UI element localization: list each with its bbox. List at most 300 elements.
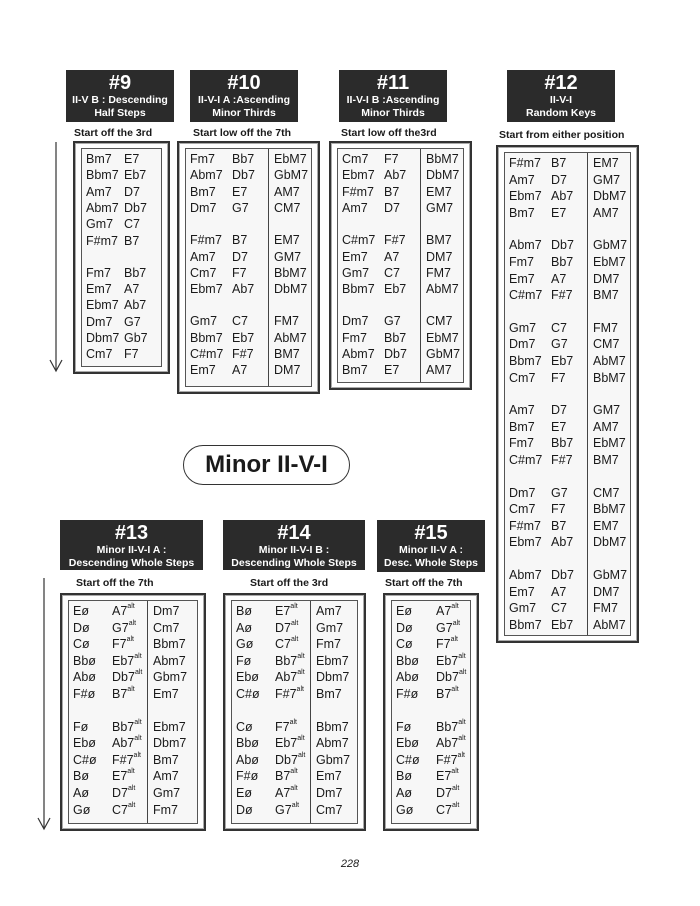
chord-cell: $C7^{alt}$ [275,636,299,652]
chord-cell: Fm7 [153,802,178,817]
chord-cell: Bbø [236,736,259,751]
chord-cell: C#m7 [509,288,543,303]
chord-cell: Abm7 [86,200,119,215]
chord-cell: Gm7 [509,601,537,616]
chord-cell: B7 [551,156,567,170]
chord-cell: Gm7 [153,786,181,800]
chord-cell: C#ø [396,752,420,767]
section-11-subtitle: Start low off the3rd [341,127,437,139]
chord-cell: Bø [236,604,252,618]
section-13-table [60,593,206,831]
chord-cell: Am7 [316,604,342,618]
chord-cell: $C7^{alt}$ [436,801,460,817]
column-divider [420,149,421,382]
chord-cell: $B7^{alt}$ [275,768,298,784]
chord-cell: Dm7 [342,314,369,329]
chord-cell: DbM7 [426,168,460,183]
chord-cell: Bb7 [551,255,574,269]
chord-cell: Ebø [236,670,259,685]
chord-cell: BbM7 [593,502,626,517]
chord-cell: $Ab7^{alt}$ [436,735,466,751]
chord-cell: Dbm7 [153,736,187,751]
chord-cell: Ebm7 [509,189,542,204]
chord-cell: Gø [236,637,254,652]
chord-cell: BbM7 [426,152,459,166]
chord-cell: Eb7 [124,168,147,183]
chord-cell: F7 [124,347,139,362]
chord-cell: Fø [73,719,89,734]
chord-cell: Gb7 [124,331,148,345]
chord-cell: Bb7 [384,330,407,345]
chord-cell: Fm7 [509,436,534,451]
chord-cell: Bbm7 [509,354,542,368]
chord-cell: $G7^{alt}$ [436,619,461,635]
chord-cell: Cø [236,719,253,734]
chord-cell: Eø [396,604,412,618]
chord-cell: Aø [73,786,89,800]
chord-cell: F#m7 [86,233,118,248]
chord-cell: Abø [236,752,259,767]
chord-cell: Am7 [153,769,179,784]
chord-cell: Cm7 [342,152,369,166]
chord-cell: Em7 [509,584,535,599]
chord-cell: $A7^{alt}$ [436,603,459,618]
chord-cell: Eb7 [232,330,255,345]
chord-cell: G7 [232,200,249,215]
chord-cell: Gm7 [86,217,114,232]
chord-cell: C#m7 [342,233,376,248]
chord-cell: Db7 [384,347,407,361]
section-9-table [73,141,170,374]
section-number: #15 [414,522,448,544]
chord-cell: Ebm7 [342,168,375,183]
chord-cell: $Bb7^{alt}$ [275,652,305,668]
chord-cell: Bbø [396,653,419,668]
chord-cell: $F\#7^{alt}$ [436,751,465,767]
chord-cell: B7 [232,233,248,248]
chord-cell: EM7 [274,233,300,248]
chord-cell: G7 [551,485,568,500]
chord-cell: D7 [551,172,567,187]
chord-cell: $B7^{alt}$ [112,686,135,701]
chord-cell: Fm7 [342,330,367,345]
section-15-header [377,520,485,572]
chord-cell: B7 [124,233,140,248]
chord-cell: Bbm7 [316,719,349,734]
chord-cell: F7 [384,152,399,166]
chord-cell: EbM7 [426,330,459,345]
chord-cell: Dø [236,802,253,817]
section-title-line: II-V B : Descending [72,94,168,106]
chord-cell: $Eb7^{alt}$ [275,735,305,751]
chord-cell: Em7 [190,363,216,378]
chord-cell: FM7 [274,314,299,329]
chord-cell: G7 [384,314,401,329]
chord-cell: $A7^{alt}$ [112,603,135,618]
chord-cell: CM7 [274,200,301,215]
chord-cell: FM7 [593,320,618,335]
section-title-line: Descending Whole Steps [68,556,195,569]
chord-cell: Db7 [551,238,574,253]
chord-cell: Cm7 [86,347,113,362]
section-14-header [223,520,365,570]
chord-cell: A7 [232,363,248,378]
chord-cell: Bø [73,769,89,784]
chord-cell: C#m7 [190,347,224,361]
chord-cell: $F\#7^{alt}$ [275,686,304,701]
section-title-line: Random Keys [525,106,597,119]
chord-cell: EbM7 [593,255,626,269]
section-title-line: Minor II-V-I B : [258,544,330,556]
chord-grid [231,600,358,824]
chord-cell: B7 [384,184,400,199]
chord-cell: Cm7 [509,502,536,517]
chord-cell: Eø [73,604,89,618]
chord-cell: F#7 [551,288,573,303]
chord-cell: D7 [232,249,248,264]
chord-cell: GbM7 [593,238,628,253]
chord-cell: Aø [396,786,412,800]
chord-cell: $B7^{alt}$ [436,686,459,701]
chord-cell: Bbm7 [509,617,542,632]
chord-cell: Em7 [316,769,342,784]
chord-cell: FM7 [593,601,618,616]
chord-cell: DM7 [426,249,453,264]
chord-cell: BM7 [274,347,300,361]
chord-cell: Am7 [509,403,535,418]
chord-cell: G7 [551,337,568,352]
chord-cell: F#m7 [190,233,222,248]
column-divider [587,153,588,635]
chord-cell: Gø [396,802,414,817]
chord-cell: F#7 [384,233,406,248]
chord-cell: Fø [396,719,412,734]
chord-cell: Bm7 [316,687,342,701]
chord-cell: Dø [396,620,413,635]
column-divider [310,601,311,823]
chord-cell: $G7^{alt}$ [112,619,137,635]
chord-cell: $C7^{alt}$ [112,801,136,817]
chord-cell: AbM7 [593,617,626,632]
chord-cell: DM7 [593,271,620,286]
chord-cell: Ebm7 [190,282,223,297]
chord-cell: Bbm7 [342,282,375,297]
chord-cell: AM7 [274,184,300,199]
chord-cell: Dm7 [190,200,217,215]
chord-cell: C7 [384,265,400,280]
section-15-subtitle: Start off the 7th [385,577,463,589]
down-arrow-icon [48,142,64,374]
section-title-line: II-V-I [549,94,573,106]
chord-cell: Em7 [86,282,112,297]
chord-cell: Eb7 [551,617,574,632]
chord-cell: Db7 [551,568,574,582]
chord-cell: C7 [232,314,248,329]
chord-cell: Em7 [509,271,535,286]
chord-cell: C#ø [236,687,260,701]
chord-cell: F#ø [236,769,259,784]
section-10-header [190,70,298,122]
chord-cell: A7 [551,271,567,286]
chord-cell: Ab7 [384,168,407,183]
chord-cell: F7 [232,265,247,280]
section-title-line: II-V-I A :Ascending [198,94,290,106]
chord-cell: Fm7 [316,637,341,652]
section-9-subtitle: Start off the 3rd [74,127,153,139]
chord-cell: Bm7 [86,152,112,166]
section-12-subtitle: Start from either position [499,129,625,141]
section-10-table [177,141,320,394]
chord-cell: EbM7 [274,152,307,166]
chord-cell: Ebø [73,736,96,751]
chord-cell: Ab7 [232,282,255,297]
chord-cell: F7 [551,502,566,517]
chord-cell: Bbm7 [86,168,119,183]
chord-cell: Bø [396,769,412,784]
chord-cell: E7 [551,205,567,220]
chord-cell: Dbm7 [86,331,120,345]
chord-cell: AM7 [593,419,619,434]
chord-cell: $Db7^{alt}$ [275,751,306,767]
chord-cell: Bb7 [232,152,255,166]
chord-cell: B7 [551,518,567,533]
chord-cell: BbM7 [274,265,307,280]
chord-cell: DbM7 [593,535,627,550]
chord-cell: C7 [551,601,567,616]
chord-cell: A7 [384,249,400,264]
chord-cell: $Eb7^{alt}$ [436,652,466,668]
chord-cell: $G7^{alt}$ [275,801,300,817]
chord-cell: Bm7 [509,419,535,434]
chord-cell: Gø [73,802,91,817]
chord-cell: DM7 [274,363,301,378]
section-title-line: Descending Whole Steps [231,556,357,569]
chord-cell: $F7^{alt}$ [112,636,134,652]
chord-cell: G7 [124,314,141,329]
chord-cell: A7 [124,282,140,297]
chord-cell: CM7 [593,337,620,352]
chord-cell: Cm7 [316,802,343,817]
chord-cell: $D7^{alt}$ [112,785,136,800]
section-12-header [507,70,615,122]
chord-cell: Cm7 [509,370,536,385]
section-number: #11 [376,72,410,94]
chord-cell: DbM7 [274,282,308,297]
chord-cell: Gm7 [342,265,370,280]
chord-cell: F7 [551,370,566,385]
chord-cell: E7 [551,419,567,434]
chord-cell: CM7 [426,314,453,329]
chord-cell: Gm7 [316,620,344,635]
chord-cell: C7 [124,217,140,232]
chord-cell: Bbm7 [153,637,186,652]
chord-cell: GbM7 [593,568,628,582]
chord-cell: Bb7 [551,436,574,451]
chord-cell: F#ø [73,687,96,701]
chord-cell: Cm7 [153,620,180,635]
section-12-table [496,145,639,643]
chord-cell: E7 [384,363,400,378]
chord-cell: $E7^{alt}$ [112,768,135,784]
section-11-table [329,141,472,390]
section-13-subtitle: Start off the 7th [76,577,154,589]
chord-grid [185,148,312,387]
chord-cell: Ebm7 [86,298,119,313]
section-title-line: Minor Thirds [361,106,425,119]
chord-cell: EbM7 [593,436,626,451]
chord-cell: GbM7 [426,347,461,361]
section-title-line: Desc. Whole Steps [384,556,478,569]
chord-cell: Ebm7 [509,535,542,550]
chord-cell: F#m7 [509,156,541,170]
chord-cell: $Eb7^{alt}$ [112,652,142,668]
chord-cell: Fø [236,653,252,668]
chord-cell: C7 [551,320,567,335]
section-title-line: Half Steps [94,106,146,119]
page-title: Minor II-V-I [183,445,350,485]
section-number: #12 [544,72,578,94]
chord-cell: Ab7 [551,189,574,204]
chord-cell: Dbm7 [316,670,350,685]
chord-cell: C#m7 [509,453,543,467]
chord-cell: EM7 [593,156,619,170]
chord-cell: Am7 [190,249,216,264]
chord-cell: GM7 [593,403,621,418]
page-number: 228 [340,858,360,870]
chord-cell: $D7^{alt}$ [436,785,460,800]
chord-cell: Dø [73,620,90,635]
chord-cell: Cø [73,637,90,652]
chord-cell: Bm7 [342,363,368,378]
chord-cell: AM7 [426,363,452,378]
chord-cell: $F\#7^{alt}$ [112,751,141,767]
section-15-table [383,593,479,831]
chord-cell: Abm7 [153,653,186,668]
chord-cell: $Ab7^{alt}$ [112,735,142,751]
chord-cell: Cm7 [190,265,217,280]
chord-cell: Abm7 [509,238,542,253]
chord-cell: Gbm7 [153,670,188,685]
chord-cell: Em7 [342,249,368,264]
chord-cell: Em7 [153,687,179,701]
chord-cell: Gm7 [509,320,537,335]
chord-cell: Db7 [232,168,255,183]
section-10-subtitle: Start low off the 7th [193,127,291,139]
chord-grid [504,152,631,636]
chord-cell: Aø [236,620,252,635]
chord-cell: Abm7 [190,168,223,183]
chord-cell: Abø [73,670,96,685]
chord-cell: GM7 [426,200,454,215]
chord-cell: DbM7 [593,189,627,204]
column-divider [147,601,148,823]
chord-cell: $Bb7^{alt}$ [112,718,142,734]
section-number: #13 [114,522,149,544]
section-13-header [60,520,203,570]
chord-cell: Gm7 [190,314,218,329]
chord-cell: Eb7 [551,354,574,368]
chord-cell: F#7 [551,453,573,467]
chord-cell: Am7 [509,172,535,187]
chord-cell: BM7 [426,233,452,248]
chord-cell: F#m7 [509,518,541,533]
chord-cell: BM7 [593,453,619,467]
chord-cell: $F7^{alt}$ [436,636,458,652]
chord-grid [391,600,471,824]
chord-cell: F#7 [232,347,254,361]
chord-grid [68,600,198,824]
chord-cell: BM7 [593,288,619,303]
chord-cell: CM7 [593,485,620,500]
chord-cell: AbM7 [426,282,459,297]
chord-cell: E7 [232,184,248,199]
chord-cell: Bm7 [509,205,535,220]
chord-cell: Gbm7 [316,752,351,767]
chord-cell: Cø [396,637,413,652]
chord-cell: GM7 [274,249,302,264]
chord-cell: Dm7 [509,485,536,500]
chord-cell: EM7 [593,518,619,533]
chord-cell: Abm7 [316,736,349,751]
section-number: #10 [227,72,261,94]
chord-cell: D7 [124,184,140,199]
column-divider [268,149,269,386]
section-14-table [223,593,366,831]
chord-cell: Dm7 [316,786,343,800]
chord-cell: $E7^{alt}$ [436,768,459,784]
chord-cell: $Db7^{alt}$ [112,669,143,685]
chord-cell: Eø [236,786,252,800]
section-14-subtitle: Start off the 3rd [250,577,329,589]
chord-grid [337,148,464,383]
chord-grid [81,148,162,367]
chord-cell: Ebm7 [153,719,186,734]
chord-cell: EM7 [426,184,452,199]
chord-cell: Am7 [342,200,368,215]
chord-cell: C#ø [73,752,97,767]
chord-cell: GM7 [593,172,621,187]
chord-cell: D7 [384,200,400,215]
chord-cell: BbM7 [593,370,626,385]
chord-cell: $Ab7^{alt}$ [275,669,305,685]
chord-cell: AM7 [593,205,619,220]
chord-cell: Dm7 [153,604,180,618]
section-title-line: II-V-I B :Ascending [346,94,440,106]
chord-cell: DM7 [593,584,620,599]
chord-cell: Eb7 [384,282,407,297]
chord-cell: Ab7 [551,535,574,550]
chord-cell: Bb7 [124,265,147,280]
section-title-line: Minor II-V A : [399,544,463,556]
down-arrow-icon [36,578,52,832]
section-title-line: Minor Thirds [212,106,276,119]
chord-cell: AbM7 [274,330,307,345]
chord-cell: $F7^{alt}$ [275,718,297,734]
chord-cell: Ebm7 [316,653,349,668]
section-number: #9 [108,72,132,94]
chord-cell: Bm7 [153,752,179,767]
chord-cell: Ebø [396,736,419,751]
chord-cell: Dm7 [86,314,113,329]
chord-cell: Fm7 [190,152,215,166]
chord-cell: FM7 [426,265,451,280]
chord-cell: Abm7 [342,347,375,361]
chord-cell: Dm7 [509,337,536,352]
chord-cell: $A7^{alt}$ [275,785,298,800]
chord-cell: Bm7 [190,184,216,199]
chord-cell: E7 [124,152,140,166]
chord-cell: Ab7 [124,298,147,313]
